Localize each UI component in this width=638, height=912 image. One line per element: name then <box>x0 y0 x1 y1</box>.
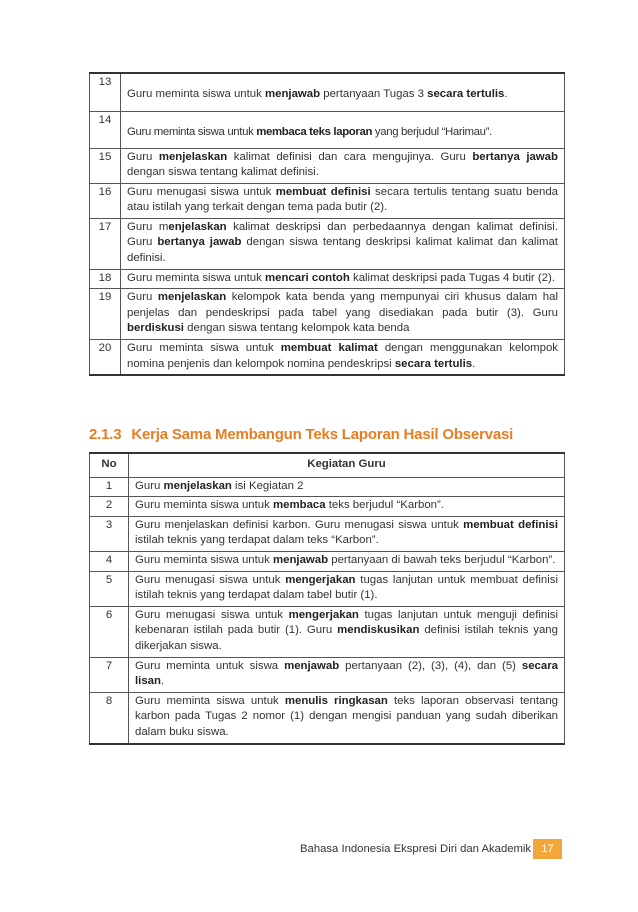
text-run: secara tertulis tentang suatu benda atau istilah yang terkait dengan tema pada butir (2). <box>127 185 558 214</box>
row-number: 1 <box>90 477 129 497</box>
table-row <box>90 289 565 340</box>
text-run: Guru meminta siswa untuk <box>127 342 281 355</box>
row-number: 18 <box>90 269 121 289</box>
row-number: 2 <box>90 497 129 517</box>
text-run: Guru <box>127 150 159 163</box>
table-row <box>90 111 565 148</box>
emphasis-text: menjelaskan <box>158 150 228 163</box>
row-number: 6 <box>90 606 129 657</box>
activity-cell <box>121 289 565 340</box>
text-run: kelompok kata benda yang mempunyai ciri khusus dalam hal penjelas dan pendeskripsi pada tabel yang disediakan pada butir (3). Guru <box>127 291 558 319</box>
page-number: 17 <box>533 839 562 859</box>
emphasis-text: berdiskusi <box>127 322 184 335</box>
text-run: . <box>472 357 476 370</box>
text-run: teks laporan observasi tentang karbon pada Tugas 2 nomor (1) dengan mengisi panduan yang sudah diberikan dalam buku siswa. <box>135 694 558 738</box>
row-number: 3 <box>90 516 129 551</box>
table-row <box>90 551 565 571</box>
text-run: kalimat deskripsi pada Tugas 4 butir (2). <box>349 271 555 284</box>
emphasis-text: membaca <box>273 499 326 512</box>
row-number: 8 <box>90 692 129 743</box>
text-run: kalimat definisi dan cara mengujinya. Guru <box>227 150 473 163</box>
text-run: Guru menugasi siswa untuk <box>135 573 286 586</box>
text-run: definisi istilah teknis yang dikerjakan siswa. <box>135 624 558 652</box>
text-run: pertanyaan (2), (3), (4), dan (5) <box>339 659 522 672</box>
row-number: 14 <box>90 111 121 148</box>
activity-cell <box>129 497 565 517</box>
activity-cell <box>121 269 565 289</box>
text-run: dengan menggunakan kelompok nomina penjenis dan kelompok nomina pendeskripsi <box>127 342 559 370</box>
activity-cell <box>129 606 565 657</box>
activity-cell <box>121 73 565 111</box>
text-run: Guru <box>135 479 164 492</box>
table-row <box>90 269 565 289</box>
text-run: isi Kegiatan 2 <box>231 479 304 492</box>
activity-table-continued <box>89 72 565 376</box>
text-run: yang berjudul “Harimau”. <box>372 125 492 138</box>
activity-cell <box>121 111 565 148</box>
emphasis-text: menjelaskan <box>157 291 227 304</box>
text-run: Guru meminta untuk siswa <box>135 659 285 672</box>
text-run: dengan siswa tentang kelompok kata benda <box>183 322 410 335</box>
table-row <box>90 657 565 692</box>
emphasis-text: mengerjakan <box>288 608 359 621</box>
text-run: Guru meminta siswa untuk <box>127 88 266 100</box>
row-number: 5 <box>90 571 129 606</box>
emphasis-text: mencari contoh <box>265 271 350 284</box>
table-row <box>90 606 565 657</box>
activity-cell <box>129 657 565 692</box>
row-number: 17 <box>90 218 121 269</box>
text-run: Guru m <box>127 220 169 233</box>
emphasis-text: menulis ringkasan <box>284 694 388 707</box>
activity-cell <box>121 183 565 218</box>
table-header-row <box>90 453 565 477</box>
emphasis-text: secara tertulis <box>394 357 473 370</box>
emphasis-text: bertanya jawab <box>472 150 558 163</box>
table-row <box>90 477 565 497</box>
activity-cell <box>121 148 565 183</box>
text-run: Guru meminta siswa untuk <box>127 271 266 284</box>
table-row <box>90 571 565 606</box>
text-run: Guru meminta siswa untuk <box>127 125 257 138</box>
text-run: tugas lanjutan untuk menguji definisi kebenaran istilah pada butir (1). Guru <box>135 608 559 637</box>
activity-cell <box>129 516 565 551</box>
table-row <box>90 340 565 376</box>
emphasis-text: menjelaskan <box>163 479 232 492</box>
text-run: pertanyaan di bawah teks berjudul “Karbon”. <box>328 553 556 566</box>
text-run: Guru menugasi siswa untuk <box>135 608 289 621</box>
emphasis-text: membaca teks laporan <box>256 125 373 138</box>
text-run: teks berjudul “Karbon”. <box>325 499 444 512</box>
row-number: 20 <box>90 340 121 376</box>
text-run: . <box>504 88 508 100</box>
text-run: istilah teknis yang terdapat dalam teks “Karbon”. <box>135 534 379 547</box>
text-run: Guru menjelaskan definisi karbon. Guru menugasi siswa untuk <box>135 518 464 531</box>
section-title: Kerja Sama Membangun Teks Laporan Hasil Observasi <box>131 426 514 443</box>
section-number: 2.1.3 <box>89 426 122 443</box>
row-number: 7 <box>90 657 129 692</box>
text-run: kalimat deskripsi dan perbedaannya dengan kalimat definisi. Guru <box>127 220 558 249</box>
table-row <box>90 218 565 269</box>
activity-cell <box>129 477 565 497</box>
activity-cell <box>129 551 565 571</box>
emphasis-text: menjawab <box>273 553 329 566</box>
table-row <box>90 183 565 218</box>
text-run: pertanyaan Tugas 3 <box>320 88 428 100</box>
table-row <box>90 73 565 111</box>
activity-cell <box>129 571 565 606</box>
text-run: dengan siswa tentang kalimat definisi. <box>127 166 319 179</box>
emphasis-text: membuat definisi <box>463 518 558 531</box>
section-heading <box>89 426 513 443</box>
row-number: 16 <box>90 183 121 218</box>
emphasis-text: bertanya jawab <box>157 236 242 249</box>
text-run: Guru meminta siswa untuk <box>135 553 274 566</box>
emphasis-text: mendiskusikan <box>337 624 420 637</box>
table-row <box>90 516 565 551</box>
table-row <box>90 497 565 517</box>
emphasis-text: menjawab <box>284 659 340 672</box>
activity-cell <box>121 218 565 269</box>
text-run: . <box>160 675 165 688</box>
text-run: Guru meminta siswa untuk <box>135 499 274 512</box>
table-row <box>90 148 565 183</box>
column-header-activity: Kegiatan Guru <box>129 453 565 477</box>
text-run: Guru <box>127 291 158 304</box>
row-number: 19 <box>90 289 121 340</box>
footer-book-title: Bahasa Indonesia Ekspresi Diri dan Akademik <box>300 843 532 855</box>
emphasis-text: membuat kalimat <box>280 342 378 355</box>
row-number: 4 <box>90 551 129 571</box>
text-run: Guru menugasi siswa untuk <box>127 185 276 198</box>
activity-cell <box>121 340 565 376</box>
row-number: 15 <box>90 148 121 183</box>
emphasis-text: enjelaskan <box>168 220 227 233</box>
emphasis-text: menjawab <box>265 88 321 100</box>
emphasis-text: membuat definisi <box>275 185 371 198</box>
text-run: tugas lanjutan untuk membuat definisi istilah teknis yang terdapat dalam tabel butir (1). <box>135 573 558 602</box>
table-row <box>90 692 565 743</box>
activity-cell <box>129 692 565 743</box>
text-run: Guru meminta siswa untuk <box>135 694 285 707</box>
row-number: 13 <box>90 73 121 111</box>
emphasis-text: secara tertulis <box>427 88 505 100</box>
column-header-no: No <box>90 453 129 477</box>
text-run: dengan siswa tentang deskripsi kalimat kalimat dan kalimat definisi. <box>127 236 558 265</box>
emphasis-text: mengerjakan <box>285 573 356 586</box>
activity-table <box>89 452 565 745</box>
emphasis-text: secara lisan <box>135 659 558 688</box>
